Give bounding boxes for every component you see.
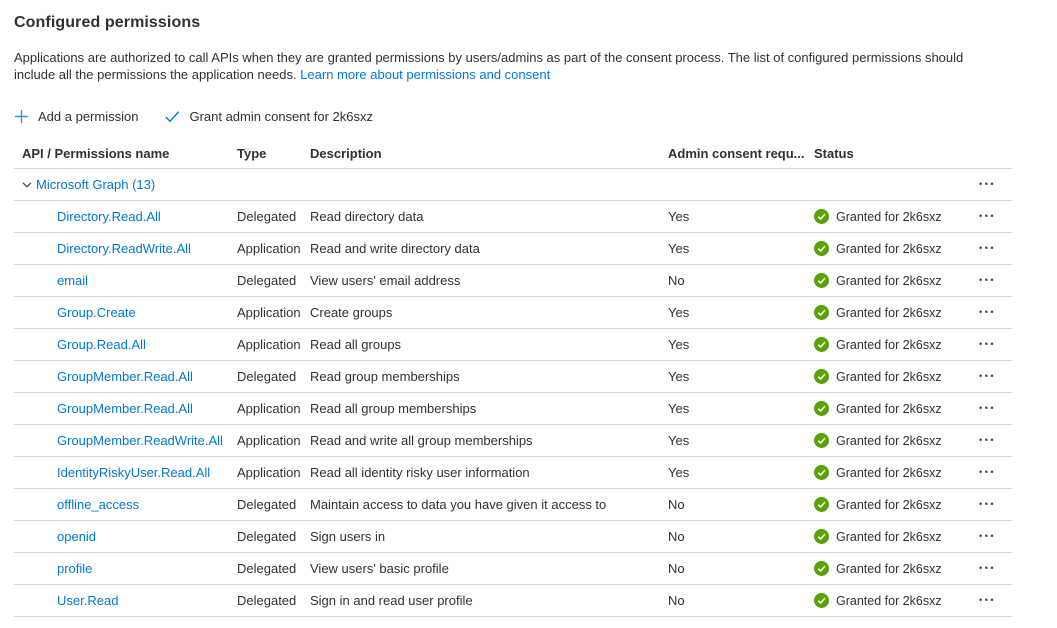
permissions-table (14, 139, 1012, 617)
admin-consent-required: No (668, 497, 685, 512)
permission-row (14, 296, 1012, 328)
check-icon (165, 109, 180, 124)
ellipsis-menu-button[interactable]: ••• (976, 306, 999, 319)
permission-row (14, 200, 1012, 232)
permission-row (14, 456, 1012, 488)
status-text: Granted for 2k6sxz (836, 593, 942, 608)
admin-consent-required: Yes (668, 305, 690, 320)
ellipsis-menu-button[interactable]: ••• (976, 594, 999, 607)
permission-description: Read all groups (310, 337, 402, 352)
permission-type: Delegated (237, 369, 297, 384)
permission-type: Delegated (237, 209, 297, 224)
learn-more-link[interactable]: Learn more about permissions and consent (300, 67, 551, 82)
api-group-link[interactable]: Microsoft Graph (13) (36, 177, 156, 192)
granted-check-icon (814, 593, 829, 608)
row-actions (968, 306, 1012, 319)
granted-check-icon (814, 465, 829, 480)
permission-name-cell (14, 593, 237, 608)
admin-consent-required: Yes (668, 369, 690, 384)
row-actions (968, 210, 1012, 223)
column-header-description: Description (310, 146, 382, 161)
admin-consent-required: Yes (668, 401, 690, 416)
permission-description: Read directory data (310, 209, 424, 224)
permission-description: Read group memberships (310, 369, 460, 384)
permission-name-link[interactable]: GroupMember.ReadWrite.All (57, 433, 223, 448)
permission-row (14, 488, 1012, 520)
permission-row (14, 584, 1012, 616)
permission-row (14, 360, 1012, 392)
permission-name-link[interactable]: GroupMember.Read.All (57, 369, 193, 384)
admin-consent-required: Yes (668, 241, 690, 256)
ellipsis-menu-button[interactable]: ••• (976, 178, 999, 191)
status-cell (814, 529, 968, 544)
permission-description: Read all identity risky user information (310, 465, 530, 480)
status-text: Granted for 2k6sxz (836, 401, 942, 416)
permission-row (14, 264, 1012, 296)
permission-description: Maintain access to data you have given it access to (310, 497, 607, 512)
status-text: Granted for 2k6sxz (836, 369, 942, 384)
row-actions (968, 370, 1012, 383)
row-actions (968, 594, 1012, 607)
permission-name-cell (14, 497, 237, 512)
status-text: Granted for 2k6sxz (836, 337, 942, 352)
permission-row (14, 424, 1012, 456)
chevron-down-icon[interactable] (19, 177, 35, 193)
granted-check-icon (814, 337, 829, 352)
permission-name-cell (14, 465, 237, 480)
ellipsis-menu-button[interactable]: ••• (976, 402, 999, 415)
description-body: Applications are authorized to call APIs when they are granted permissions by users/admins as part of the consent process. The list of configured permissions should include all the permissions the application needs. (14, 50, 964, 82)
status-text: Granted for 2k6sxz (836, 529, 942, 544)
permission-name-link[interactable]: Group.Create (57, 305, 136, 320)
granted-check-icon (814, 369, 829, 384)
row-actions (968, 338, 1012, 351)
grant-admin-consent-button[interactable] (165, 109, 373, 124)
column-header-status: Status (814, 146, 854, 161)
command-bar (14, 104, 1043, 128)
admin-consent-required: No (668, 529, 685, 544)
status-text: Granted for 2k6sxz (836, 465, 942, 480)
permission-description: Read all group memberships (310, 401, 477, 416)
permission-name-cell (14, 305, 237, 320)
permission-type: Application (237, 465, 301, 480)
permission-type: Application (237, 433, 301, 448)
status-text: Granted for 2k6sxz (836, 497, 942, 512)
status-cell (814, 273, 968, 288)
permission-type: Delegated (237, 593, 297, 608)
status-cell (814, 401, 968, 416)
status-cell (814, 593, 968, 608)
add-permission-label: Add a permission (38, 108, 139, 124)
ellipsis-menu-button[interactable]: ••• (976, 434, 999, 447)
permission-description: Sign users in (310, 529, 386, 544)
table-header-row (14, 139, 1012, 168)
permission-type: Application (237, 337, 301, 352)
row-actions (968, 434, 1012, 447)
granted-check-icon (814, 209, 829, 224)
status-text: Granted for 2k6sxz (836, 305, 942, 320)
permission-name-link[interactable]: Group.Read.All (57, 337, 146, 352)
permission-row (14, 328, 1012, 360)
permission-description: View users' email address (310, 273, 461, 288)
row-actions (968, 466, 1012, 479)
status-text: Granted for 2k6sxz (836, 273, 942, 288)
ellipsis-menu-button[interactable]: ••• (976, 466, 999, 479)
admin-consent-required: Yes (668, 465, 690, 480)
status-cell (814, 305, 968, 320)
permission-type: Delegated (237, 497, 297, 512)
row-actions (968, 562, 1012, 575)
permission-name-cell (14, 273, 237, 288)
permission-name-cell (14, 369, 237, 384)
permission-name-link[interactable]: openid (57, 529, 97, 544)
granted-check-icon (814, 273, 829, 288)
ellipsis-menu-button[interactable]: ••• (976, 562, 999, 575)
status-cell (814, 337, 968, 352)
granted-check-icon (814, 561, 829, 576)
permission-description: View users' basic profile (310, 561, 449, 576)
row-actions (968, 498, 1012, 511)
permission-row (14, 520, 1012, 552)
ellipsis-menu-button[interactable]: ••• (976, 338, 999, 351)
status-cell (814, 241, 968, 256)
permission-type: Delegated (237, 273, 297, 288)
status-cell (814, 465, 968, 480)
permission-name-link[interactable]: Directory.Read.All (57, 209, 161, 224)
admin-consent-required: No (668, 561, 685, 576)
permission-type: Application (237, 401, 301, 416)
column-header-api-permissions-name: API / Permissions name (22, 146, 170, 161)
permission-type: Application (237, 241, 301, 256)
granted-check-icon (814, 401, 829, 416)
add-permission-button[interactable] (14, 109, 138, 124)
admin-consent-required: No (668, 593, 685, 608)
admin-consent-required: Yes (668, 433, 690, 448)
permission-row (14, 552, 1012, 584)
description-text (14, 49, 1008, 83)
admin-consent-required: No (668, 273, 685, 288)
admin-consent-required: Yes (668, 337, 690, 352)
permission-name-cell (14, 529, 237, 544)
granted-check-icon (814, 529, 829, 544)
ellipsis-menu-button[interactable]: ••• (976, 498, 999, 511)
row-actions (968, 274, 1012, 287)
row-actions (968, 242, 1012, 255)
api-group-row (14, 168, 1012, 200)
permission-name-cell (14, 433, 237, 448)
granted-check-icon (814, 241, 829, 256)
granted-check-icon (814, 497, 829, 512)
permission-name-cell (14, 401, 237, 416)
status-cell (814, 497, 968, 512)
status-cell (814, 561, 968, 576)
permission-row (14, 392, 1012, 424)
status-text: Granted for 2k6sxz (836, 561, 942, 576)
admin-consent-required: Yes (668, 209, 690, 224)
permission-name-link[interactable]: profile (57, 561, 93, 576)
permission-type: Delegated (237, 529, 297, 544)
permission-name-cell (14, 337, 237, 352)
table-body (14, 200, 1012, 616)
status-text: Granted for 2k6sxz (836, 433, 942, 448)
page-title: Configured permissions (14, 14, 201, 31)
permission-name-link[interactable]: email (57, 273, 89, 288)
permission-description: Create groups (310, 305, 393, 320)
granted-check-icon (814, 433, 829, 448)
permission-name-link[interactable]: offline_access (57, 497, 140, 512)
ellipsis-menu-button[interactable]: ••• (976, 274, 999, 287)
permission-name-link[interactable]: IdentityRiskyUser.Read.All (57, 465, 211, 480)
column-header-type: Type (237, 146, 267, 161)
status-cell (814, 433, 968, 448)
status-text: Granted for 2k6sxz (836, 209, 942, 224)
column-header-admin-consent: Admin consent requ... (668, 146, 805, 161)
permission-description: Read and write all group memberships (310, 433, 533, 448)
permission-name-cell (14, 209, 237, 224)
group-row-actions (968, 178, 1012, 191)
grant-admin-consent-label: Grant admin consent for 2k6sxz (189, 108, 373, 124)
status-text: Granted for 2k6sxz (836, 241, 942, 256)
api-group-cell (14, 177, 968, 193)
permission-type: Application (237, 305, 301, 320)
status-cell (814, 369, 968, 384)
permission-name-link[interactable]: GroupMember.Read.All (57, 401, 193, 416)
permission-type: Delegated (237, 561, 297, 576)
permission-description: Read and write directory data (310, 241, 480, 256)
permission-description: Sign in and read user profile (310, 593, 473, 608)
status-cell (814, 209, 968, 224)
permission-name-link[interactable]: User.Read (57, 593, 119, 608)
permission-name-cell (14, 241, 237, 256)
ellipsis-menu-button[interactable]: ••• (976, 242, 999, 255)
ellipsis-menu-button[interactable]: ••• (976, 530, 999, 543)
row-actions (968, 402, 1012, 415)
ellipsis-menu-button[interactable]: ••• (976, 370, 999, 383)
ellipsis-menu-button[interactable]: ••• (976, 210, 999, 223)
permission-name-cell (14, 561, 237, 576)
plus-icon (14, 109, 29, 124)
granted-check-icon (814, 305, 829, 320)
permission-name-link[interactable]: Directory.ReadWrite.All (57, 241, 191, 256)
permission-row (14, 232, 1012, 264)
row-actions (968, 530, 1012, 543)
